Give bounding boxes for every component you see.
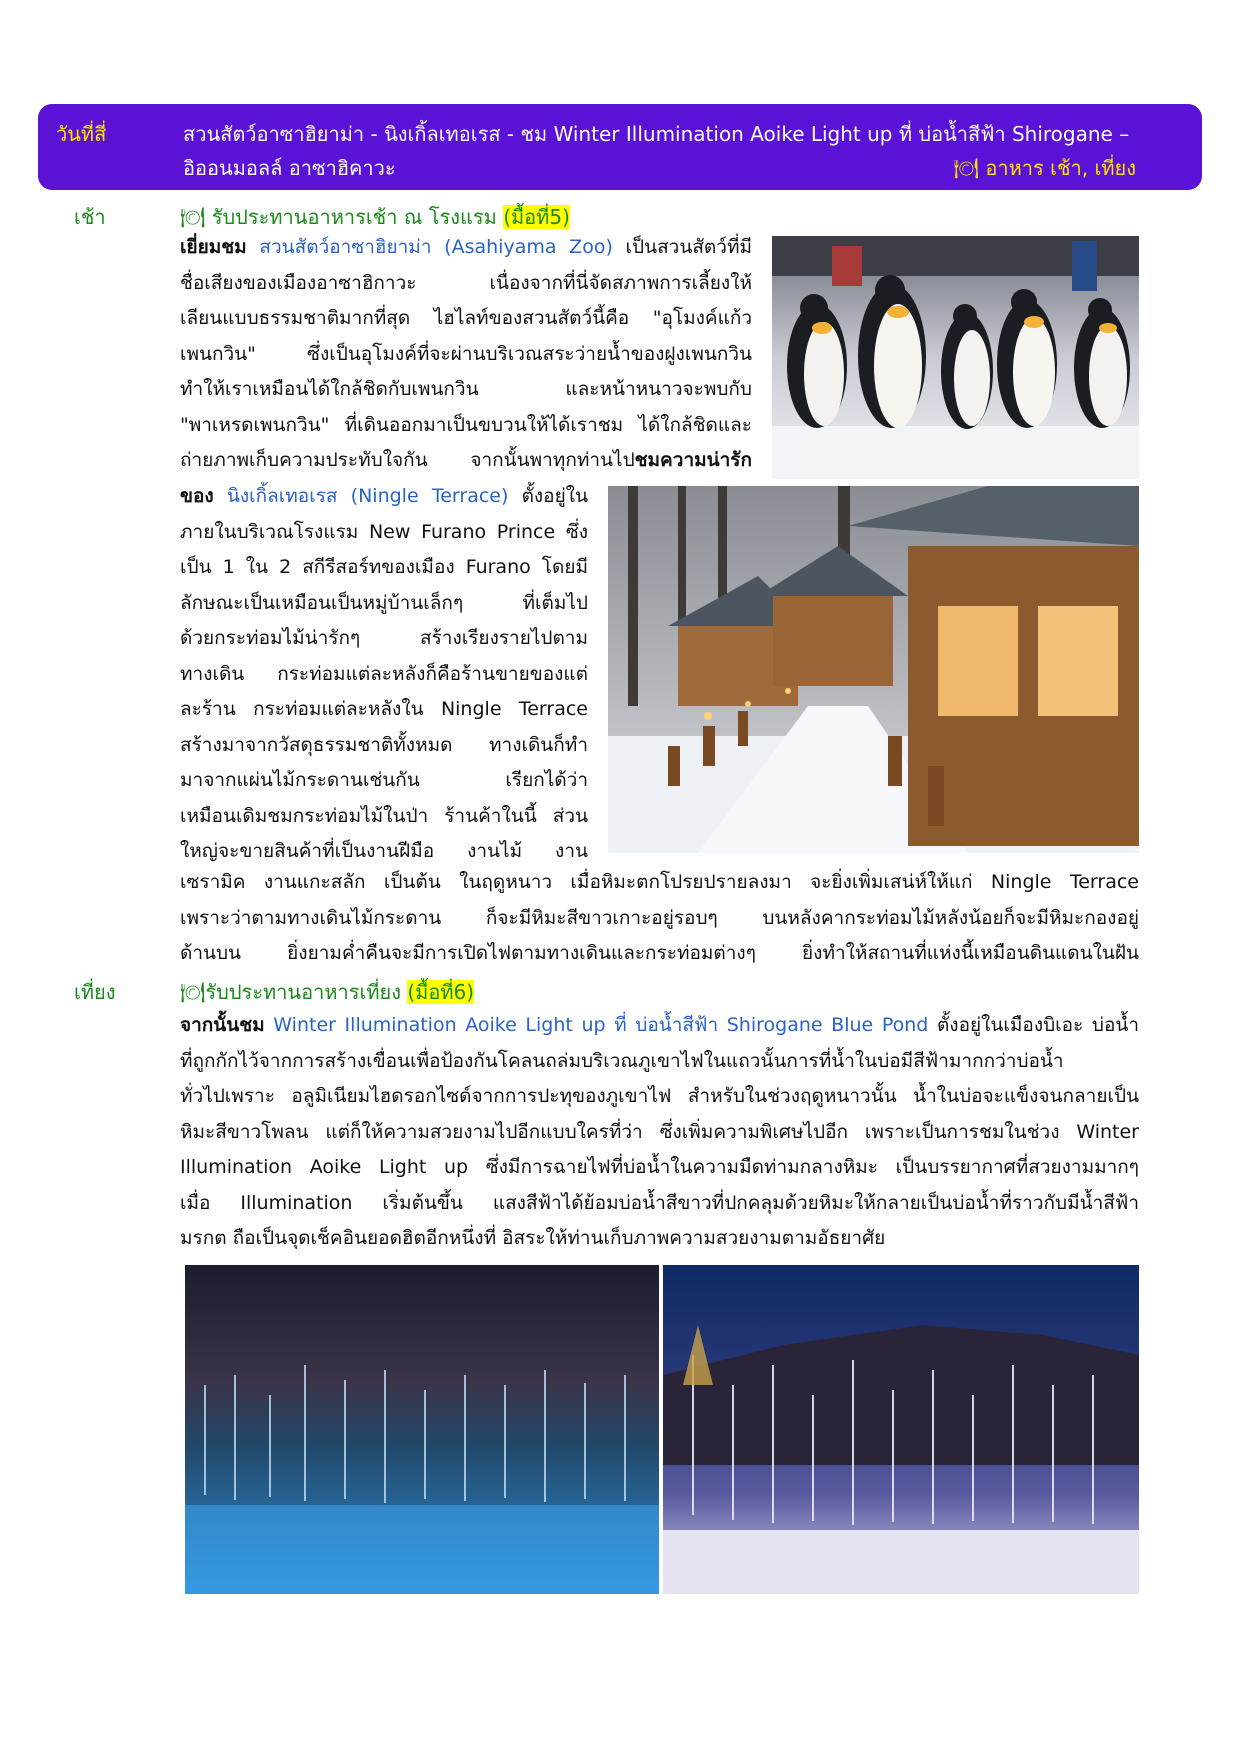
ningle-line: เป็น 1 ใน 2 สกีรีสอร์ทของเมือง Furano โดยมี xyxy=(180,556,588,578)
zoo-line-last-text: ถ่ายภาพเก็บความประทับใจกัน จากนั้นพาทุกท่านไป xyxy=(180,449,635,471)
penguin-parade-photo xyxy=(772,236,1139,479)
zoo-line-1 xyxy=(180,230,752,266)
ningle-line: ละร้าน กระท่อมแต่ละหลังใน Ningle Terrace xyxy=(180,698,588,720)
day-header-banner xyxy=(38,104,1202,190)
pond-line: เมื่อ Illumination เริ่มต้นขึ้น แสงสีฟ้าได้ย้อมบ่อน้ำสีขาวที่ปกคลุมด้วยหิมะให้กลายเป็นบ่อน้ำที่ราวกับมีน้ำสีฟ้า xyxy=(180,1191,1139,1214)
ningle-paragraph-full xyxy=(180,865,1139,972)
pond-line-1-rest: ตั้งอยู่ในเมืองบิเอะ บ่อน้ำ xyxy=(928,1014,1139,1036)
ningle-line: สร้างมาจากวัสดุธรรมชาติทั้งหมด ทางเดินก็ทำ xyxy=(180,733,588,756)
ningle-line: เหมือนเดิมชมกระท่อมไม้ในป่า ร้านค้าในนี้ ส่วน xyxy=(180,804,588,827)
ningle-line: ใหญ่จะขายสินค้าที่เป็นงานฝีมือ งานไม้ งาน xyxy=(180,840,588,862)
meals-included: 🍽 อาหาร เช้า, เที่ยง xyxy=(953,156,1136,180)
ningle-terrace-link[interactable]: นิงเกิ้ลเทอเรส (Ningle Terrace) xyxy=(213,485,509,507)
noon-label: เที่ยง xyxy=(74,980,116,1004)
blue-pond-photo-left xyxy=(185,1265,659,1594)
ningle-line: ด้วยกระท่อมไม้น่ารักๆ สร้างเรียงรายไปตาม xyxy=(180,627,588,649)
blue-pond-link[interactable]: Winter Illumination Aoike Light up ที่ บ่อน้ำสีฟ้า Shirogane Blue Pond xyxy=(264,1014,929,1036)
zoo-line-last xyxy=(180,443,752,479)
ningle-terrace-photo xyxy=(608,486,1139,853)
ningle-line: ทางเดิน กระท่อมแต่ละหลังก็คือร้านขายของแต่ xyxy=(180,662,588,685)
itinerary-line-2: อิออนมอลล์ อาซาฮิคาวะ xyxy=(183,156,396,180)
day-number: วันที่สี่ xyxy=(56,122,107,146)
pond-line-last: มรกต ถือเป็นจุดเช็คอินยอดฮิตอีกหนึ่งที่ อิสระให้ท่านเก็บภาพความสวยงามตามอัธยาศัย xyxy=(180,1227,886,1249)
ningle-line-1 xyxy=(180,479,588,515)
ningle-paragraph xyxy=(180,479,588,870)
lunch-line xyxy=(180,976,474,1008)
morning-label: เช้า xyxy=(74,205,106,229)
visit-lead: เยี่ยมชม xyxy=(180,236,247,258)
ningle-full-line: เซรามิค งานแกะสลัก เป็นต้น ในฤดูหนาว เมื่อหิมะตกโปรยปรายลงมา จะยิ่งเพิ่มเสน่ห์ให้แก่ Ningle Terrace xyxy=(180,871,1139,893)
ningle-line-1-rest: ตั้งอยู่ใน xyxy=(508,485,588,507)
zoo-line-last-bold: ชมความน่ารัก xyxy=(634,449,752,471)
breakfast-text: 🍽 รับประทานอาหารเช้า ณ โรงแรม xyxy=(180,205,504,229)
lunch-text: 🍽รับประทานอาหารเที่ยง xyxy=(180,980,408,1004)
pond-line-1 xyxy=(180,1008,1139,1044)
breakfast-line xyxy=(180,201,570,233)
pond-line: ที่ถูกกักไว้จากการสร้างเขื่อนเพื่อป้องกันโคลนถล่มบริเวณภูเขาไฟในแถวนั้นการที่น้ำในบ่อมีสีฟ้ามากกว่าบ่อน้ำ xyxy=(180,1049,1064,1072)
zoo-line: ชื่อเสียงของเมืองอาซาฮิกาวะ เนื่องจากที่นี่จัดสภาพการเลี้ยงให้ xyxy=(180,271,752,294)
meal-number-badge: (มื้อที่6) xyxy=(407,980,475,1004)
zoo-paragraph xyxy=(180,230,752,479)
pond-lead: จากนั้นชม xyxy=(180,1014,265,1036)
meal-number-badge: (มื้อที่5) xyxy=(503,205,570,229)
pond-line: หิมะสีขาวโพลน แต่ก็ให้ความสวยงามไปอีกแบบใครที่ว่า ซึ่งเพิ่มความพิเศษไปอีก เพราะเป็นการชมในช่วง Winter xyxy=(180,1120,1139,1143)
zoo-line: เลียนแบบธรรมชาติมากที่สุด ไฮไลท์ของสวนสัตว์นี้คือ "อุโมงค์แก้ว xyxy=(180,307,752,329)
ningle-full-line: ด้านบน ยิ่งยามค่ำคืนจะมีการเปิดไฟตามทางเดินและกระท่อมต่างๆ ยิ่งทำให้สถานที่แห่งนี้เหมือนดินแดนในฝัน xyxy=(180,942,1139,964)
ningle-line: ภายในบริเวณโรงแรม New Furano Prince ซึ่ง xyxy=(180,520,588,543)
blue-pond-paragraph xyxy=(180,1008,1139,1257)
zoo-line-1-rest: เป็นสวนสัตว์ที่มี xyxy=(612,236,752,258)
zoo-line: เพนกวิน" ซึ่งเป็นอุโมงค์ที่จะผ่านบริเวณสระว่ายน้ำของฝูงเพนกวิน xyxy=(180,342,752,365)
pond-line: ทั่วไปเพราะ อลูมิเนียมไฮดรอกไซด์จากการปะทุของภูเขาไฟ สำหรับในช่วงฤดูหนาวนั้น น้ำในบ่อจะแข็งจนกลายเป็น xyxy=(180,1085,1139,1107)
zoo-line: ทำให้เราเหมือนได้ใกล้ชิดกับเพนกวิน และหน้าหนาวจะพบกับ xyxy=(180,378,752,400)
blue-pond-photo-right xyxy=(663,1265,1139,1594)
pond-line: Illumination Aoike Light up ซึ่งมีการฉายไฟที่บ่อน้ำในความมืดท่ามกลางหิมะ เป็นบรรยากาศที่สวยงามมากๆ xyxy=(180,1156,1139,1178)
ningle-lead: ของ xyxy=(180,485,214,507)
ningle-line: ลักษณะเป็นเหมือนเป็นหมู่บ้านเล็กๆ ที่เต็มไป xyxy=(180,591,588,614)
ningle-line: มาจากแผ่นไม้กระดานเช่นกัน เรียกได้ว่า xyxy=(180,769,588,791)
itinerary-line-1: สวนสัตว์อาซาฮิยาม่า - นิงเกิ้ลเทอเรส - ชม Winter Illumination Aoike Light up ที่ บ่อน้ำสีฟ้า Shirogane – xyxy=(183,122,1130,146)
zoo-line: "พาเหรดเพนกวิน" ที่เดินออกมาเป็นขบวนให้ได้เราชม ได้ใกล้ชิดและ xyxy=(180,413,752,436)
ningle-full-line: เพราะว่าตามทางเดินไม้กระดาน ก็จะมีหิมะสีขาวเกาะอยู่รอบๆ บนหลังคากระท่อมไม้หลังน้อยก็จะมีหิมะกองอยู่ xyxy=(180,906,1139,929)
asahiyama-zoo-link[interactable]: สวนสัตว์อาซาฮิยาม่า (Asahiyama Zoo) xyxy=(259,236,613,258)
